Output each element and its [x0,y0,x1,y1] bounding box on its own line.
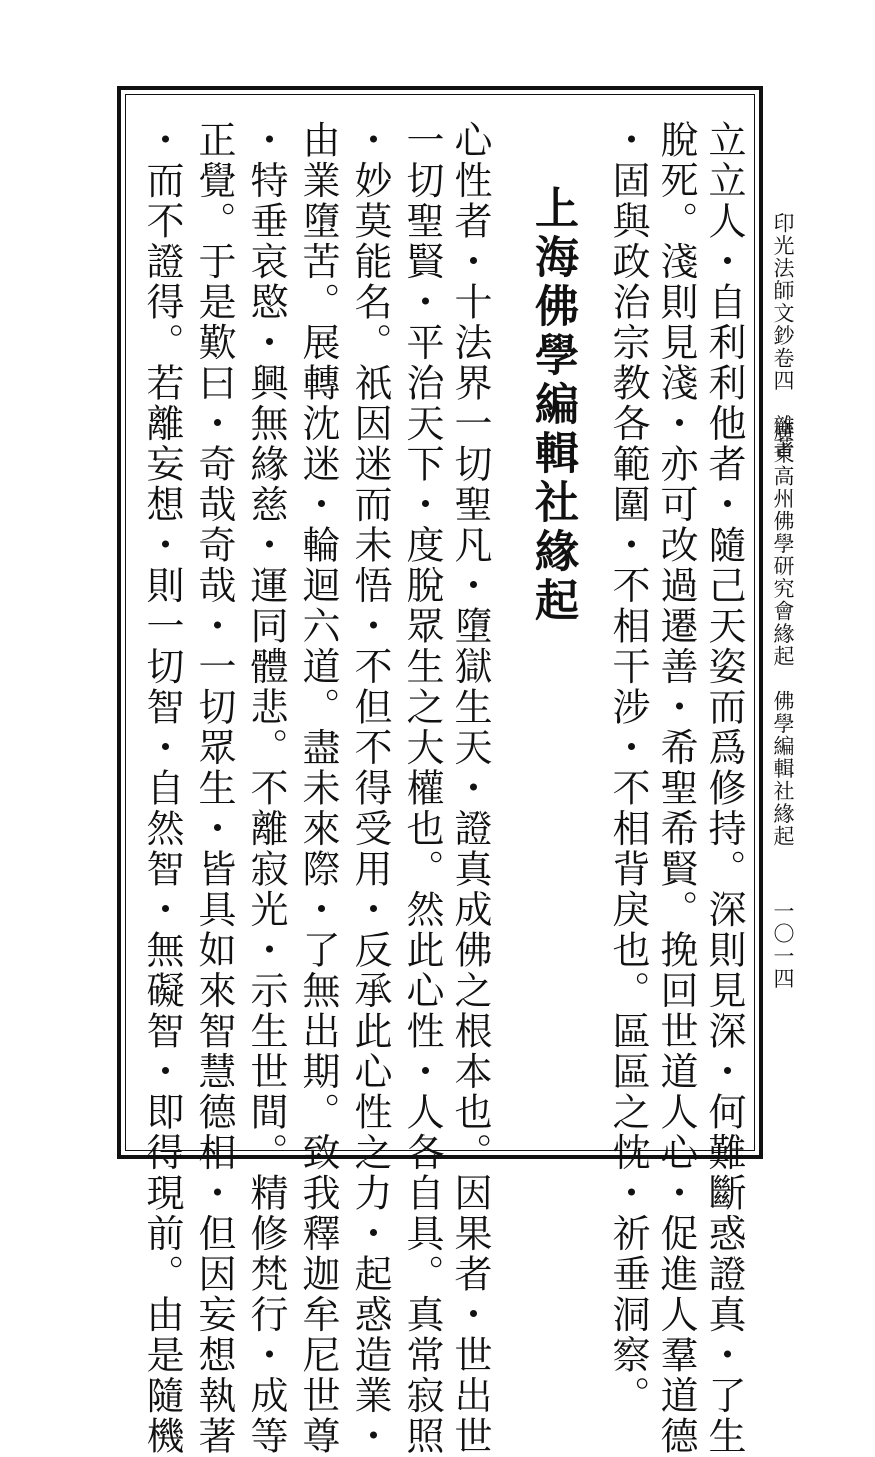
running-header-section-title: 廣東高州佛學研究會緣起 佛學編輯社緣起 [771,420,795,848]
text-column: 心性者・十法界一切聖凡・墮獄生天・證真成佛之根本也。因果者・世出世 [448,120,492,1457]
text-column: ・特垂哀愍・興無緣慈・運同體悲。不離寂光・示生世間。精修梵行・成等 [244,120,288,1457]
running-header-book-title: 印光法師文鈔卷四 雜著 [771,212,795,460]
text-column: 一切聖賢・平治天下・度脫眾生之大權也。然此心性・人各自具。真常寂照 [400,120,444,1457]
text-column: ・而不證得。若離妄想・則一切智・自然智・無礙智・即得現前。由是隨機 [140,120,184,1457]
text-column: 脫死。淺則見淺・亦可改過遷善・希聖希賢。挽回世道人心・促進人羣道德 [654,120,698,1457]
text-column: ・固與政治宗教各範圍・不相干涉・不相背戾也。區區之忱・祈垂洞察。 [606,120,650,1416]
text-column: 由業墮苦。展轉沈迷・輪迴六道。盡未來際・了無出期。致我釋迦牟尼世尊 [296,120,340,1457]
text-column: 正覺。于是歎曰・奇哉奇哉・一切眾生・皆具如來智慧德相・但因妄想執著 [192,120,236,1457]
text-column: ・妙莫能名。祇因迷而未悟・不但不得受用・反承此心性之力・起惑造業・ [348,120,392,1457]
page-number: 一〇一四 [771,900,795,990]
text-column: 立立人・自利利他者・隨己天姿而爲修持。深則見深・何難斷惑證真・了生 [702,120,746,1457]
article-title: 上海佛學編輯社緣起 [527,185,578,626]
